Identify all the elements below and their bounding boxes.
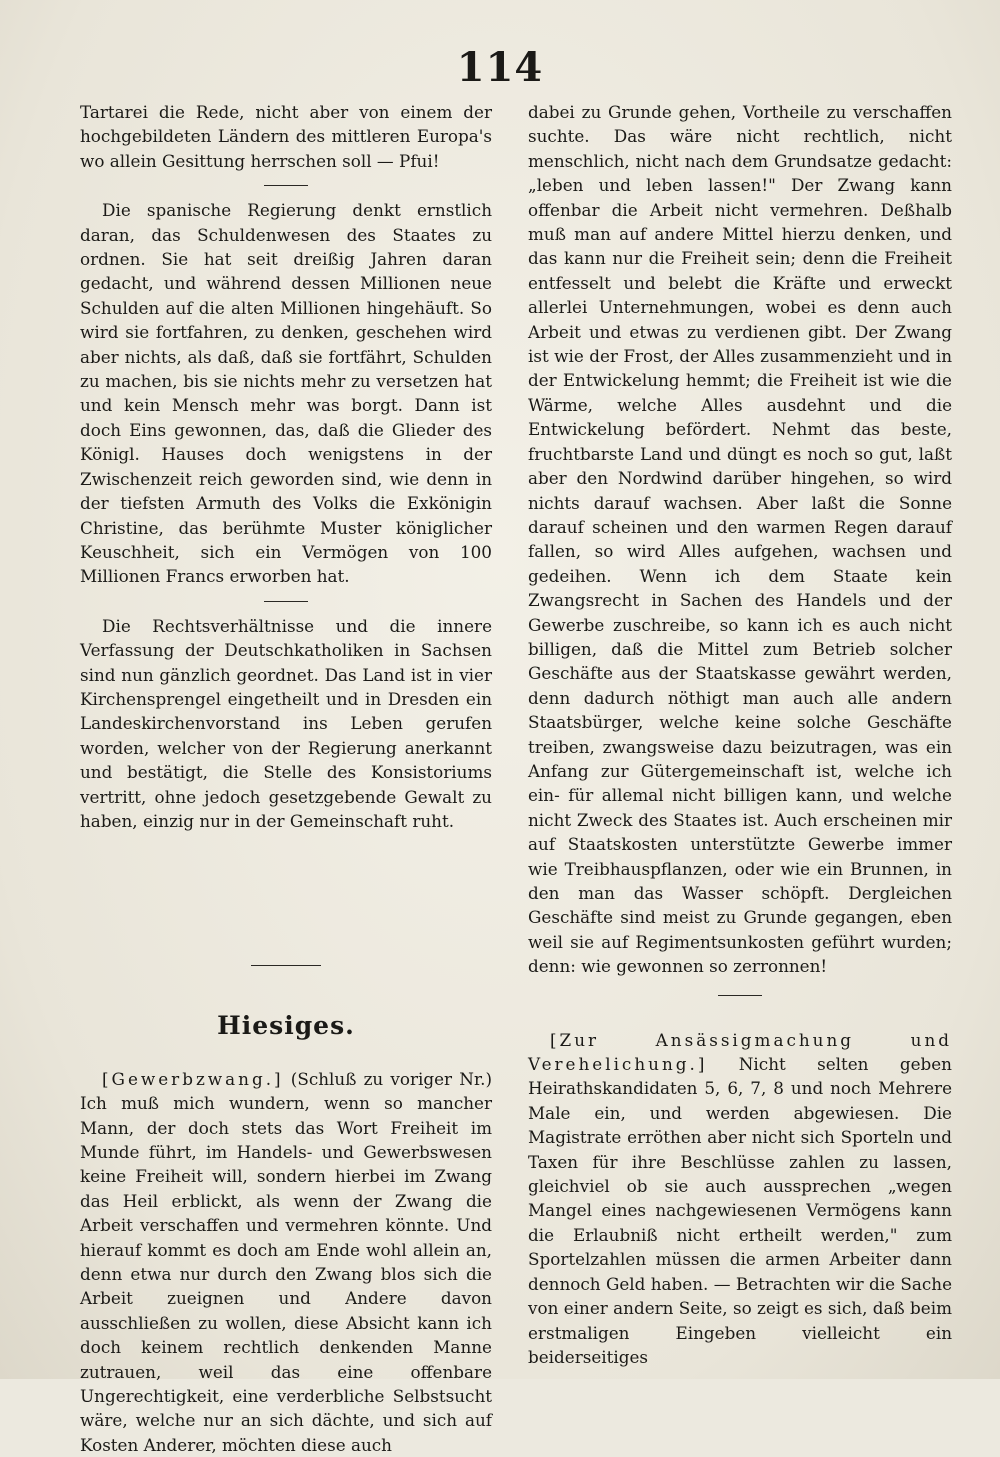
section-title: Hiesiges. xyxy=(217,1011,355,1041)
separator-rule xyxy=(264,185,308,186)
right-column xyxy=(528,100,952,1369)
article-lead-gewerbzwang: [Gewerbzwang.] xyxy=(102,1068,284,1089)
paragraph-deutschkatholiken: Die Rechtsverhältnisse und die innere Verfassung der Deutschkatholiken in Sachsen sind nun gänzlich geordnet. Das Land ist in vier Kirchensprengel eingetheilt und in Dresden ein Landeskirchenvorstand ins Leben gerufen worden, welcher von der Regierung anerkannt und bestätigt, die Stelle des Konsistoriums vertritt, ohne jedoch gesetzgebende Gewalt zu haben, einzig nur in der Gemeinschaft ruht. xyxy=(80,615,492,831)
page-number: 114 xyxy=(456,44,544,91)
paragraph-freiheit: dabei zu Grunde gehen, Vortheile zu verschaffen suchte. Das wäre nicht rechtlich, nicht menschlich, nicht nach dem Grundsatze gedacht: „leben und leben lassen!" Der Zwang kann offenbar die Arbeit nicht vermehren. Deßhalb muß man auf andere Mittel hierzu denken, und das kann nur die Freiheit sein; denn die Freiheit entfesselt und belebt die Kräfte und erweckt allerlei Unternehmungen, wobei es denn auch Arbeit und etwas zu verdienen gibt. Der Zwang ist wie der Frost, der Alles zusammenzieht und in der Entwickelung hemmt; die Freiheit ist wie die Wärme, welche Alles ausdehnt und die Entwickelung befördert. Nehmt das beste, fruchtbarste Land und düngt es noch so gut, laßt aber den Nordwind darüber hingehen, so wird nichts darauf wachsen. Aber laßt die Sonne darauf scheinen und den warmen Regen darauf fallen, so wird Alles aufgehen, wachsen und gedeihen. Wenn ich dem Staate kein Zwangsrecht in Sachen des Handels und der Gewerbe zuschreibe, so kann ich es auch nicht billigen, daß die Mittel zum Betrieb solcher Geschäfte aus der Staatskasse gewährt werden, denn dadurch nöthigt man auch alle andern Staatsbürger, welche keine solche Geschäfte treiben, zwangsweise dazu beizutragen, was ein Anfang zur Gütergemeinschaft ist, welche ich ein- für allemal nicht billigen kann, und welche nicht Zweck des Staates ist. Auch erscheinen mir auf Staatskosten unterstützte Gewerbe immer wie Treibhauspflanzen, oder wie ein Brunnen, in den man das Wasser schöpft. Dergleichen Geschäfte sind meist zu Grunde gegangen, eben weil sie auf Regimentsunkosten geführt wurden; denn: wie gewonnen so zerronnen! xyxy=(528,102,952,977)
section-separator-rule xyxy=(251,965,321,966)
paragraph-spanish-government: Die spanische Regierung denkt ernstlich daran, das Schuldenwesen des Staates zu ordnen. Sie hat seit dreißig Jahren daran gedacht, und während dessen Millionen neue Schulden auf die alten Millionen hingehäuft. So wird sie fortfahren, zu denken, geschehen wird aber nichts, als daß, daß sie fortfährt, Schulden zu machen, bis sie nichts mehr zu versetzen hat und kein Mensch mehr was borgt. Dann ist doch Eins gewonnen, das, daß die Glieder des Königl. Hauses doch wenigstens in der Zwischenzeit reich geworden sind, wie denn in der tiefsten Armuth des Volks die Exkönigin Christine, das berühmte Muster königlicher Keuschheit, sich ein Vermögen von 100 Millionen Francs erworben hat. xyxy=(80,200,492,587)
paragraph-gewerbzwang xyxy=(80,1067,492,1457)
separator-rule xyxy=(718,995,762,996)
left-column xyxy=(80,100,492,1457)
separator-rule xyxy=(264,601,308,602)
article-lead-ansaessigmachung: [Zur Ansässigmachung und Verehelichung.] xyxy=(528,1029,952,1075)
paragraph-tartarei: Tartarei die Rede, nicht aber von einem der hochgebildeten Ländern des mittleren Europa's wo allein Gesittung herrschen soll — Pfui! xyxy=(80,102,492,171)
article-body-ansaessigmachung: Nicht selten geben Heirathskandidaten 5, 6, 7, 8 und noch Mehrere Male ein, und werden abgewiesen. Die Magistrate erröthen aber nicht sich Sporteln und Taxen für ihre Beschlüsse zahlen zu lassen, gleichviel ob sie auch aussprechen „wegen Mangel eines nachgewiesenen Vermögens kann die Erlaubniß nicht ertheilt werden," zum Sportelzahlen müssen die armen Arbeiter dann dennoch Geld haben. — Betrachten wir die Sache von einer andern Seite, so zeigt es sich, daß beim erstmaligen Eingeben vielleicht ein beiderseitiges xyxy=(528,1054,952,1367)
paragraph-ansaessigmachung xyxy=(528,1028,952,1370)
article-body-gewerbzwang: (Schluß zu voriger Nr.) Ich muß mich wundern, wenn so mancher Mann, der doch stets das Wort Freiheit im Munde führt, im Handels- und Gewerbswesen keine Freiheit will, sondern hierbei im Zwang das Heil erblickt, als wenn der Zwang die Arbeit verschaffen und vermehren könnte. Und hierauf kommt es doch am Ende wohl allein an, denn etwa nur durch den Zwang blos sich die Arbeit zueignen und Andere davon ausschließen zu wollen, diese Absicht kann ich doch keinem rechtlich denkenden Manne zutrauen, weil das eine offenbare Ungerechtigkeit, eine verderbliche Selbstsucht wäre, welche nur an sich dächte, und sich auf Kosten Anderer, möchten diese auch xyxy=(80,1068,492,1455)
